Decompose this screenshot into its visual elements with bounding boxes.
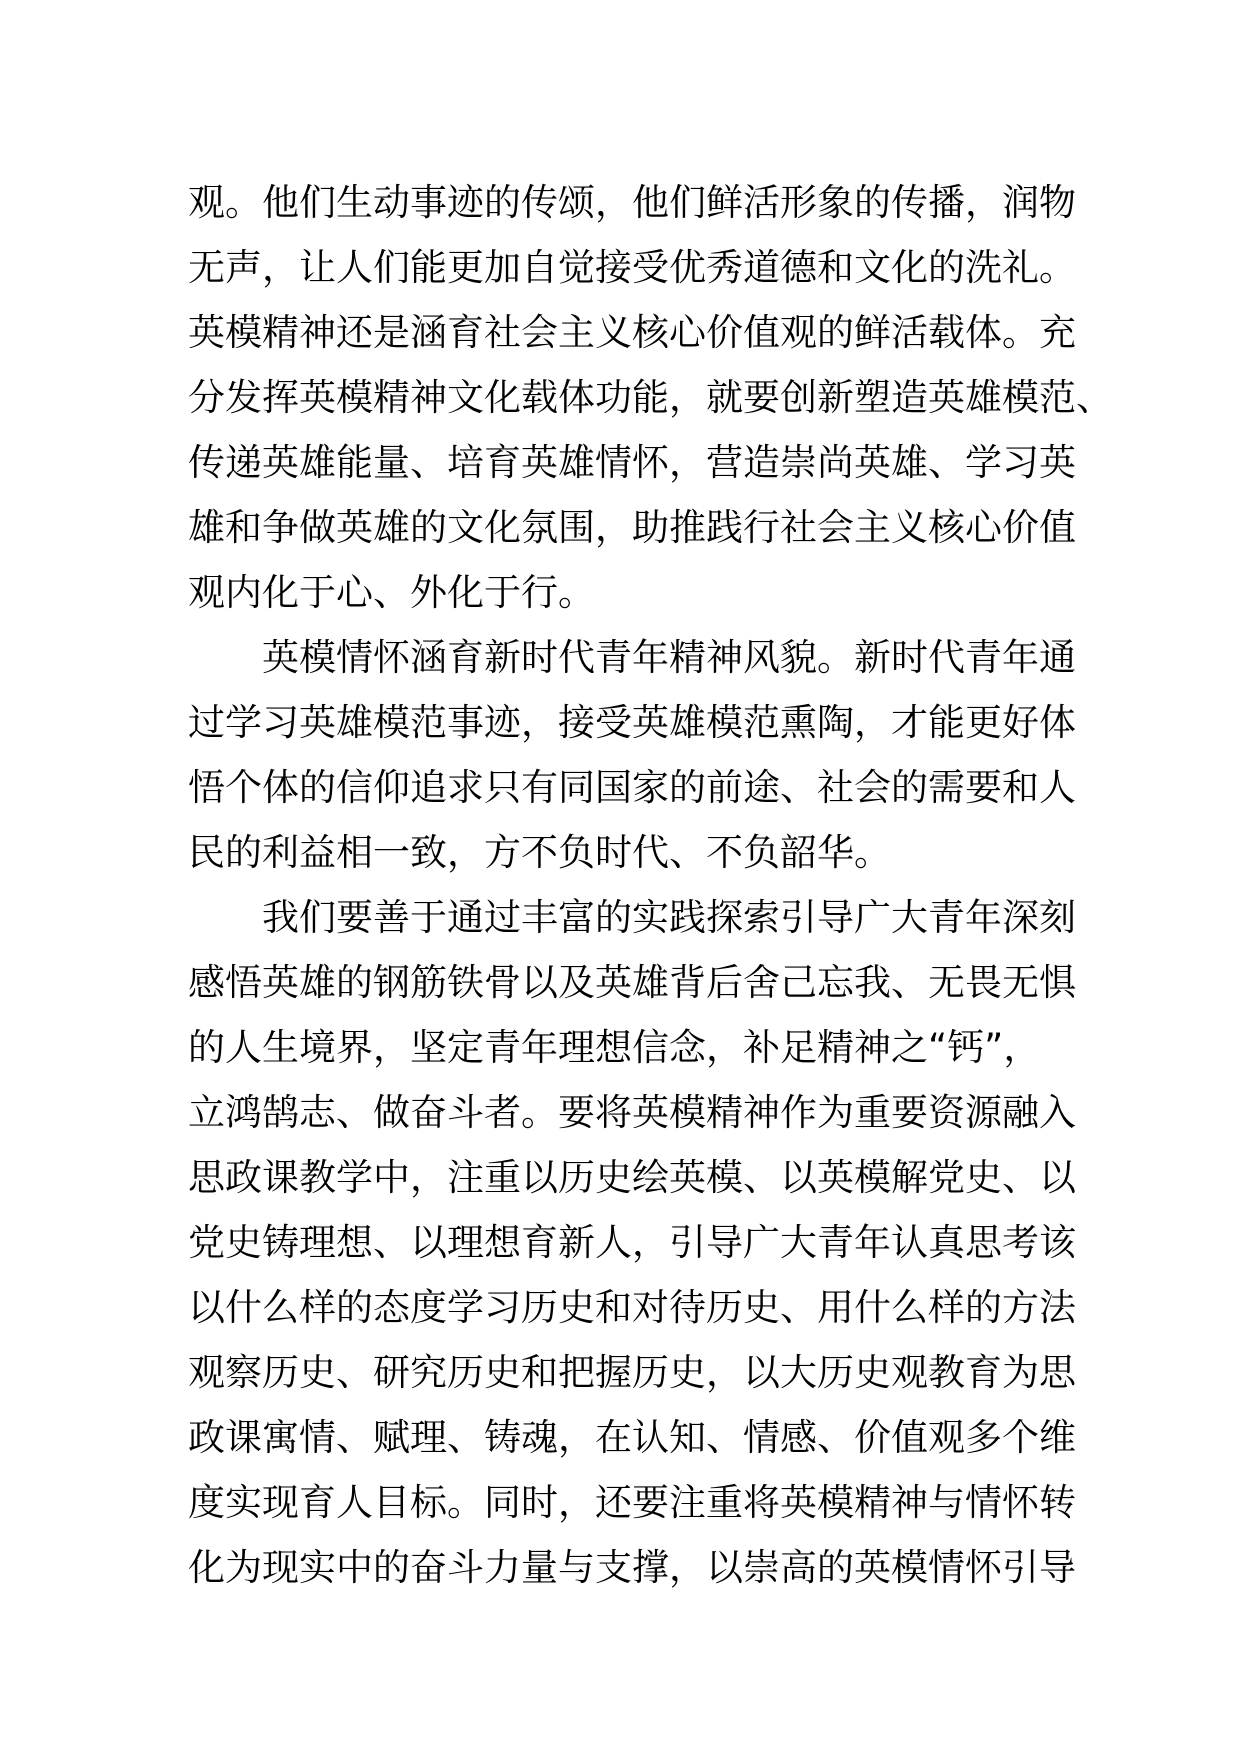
text-line: 传递英雄能量、培育英雄情怀，营造崇尚英雄、学习英 — [188, 441, 1076, 484]
paragraph-first-line: 我们要善于通过丰富的实践探索引导广大青年深刻 — [262, 896, 1076, 939]
paragraph-first-line: 英模情怀涵育新时代青年精神风貌。新时代青年通 — [262, 636, 1076, 679]
text-line: 观察历史、研究历史和把握历史，以大历史观教育为思 — [188, 1351, 1076, 1394]
text-line: 党史铸理想、以理想育新人，引导广大青年认真思考该 — [188, 1221, 1076, 1264]
text-line: 以什么样的态度学习历史和对待历史、用什么样的方法 — [188, 1286, 1076, 1329]
text-line: 的人生境界，坚定青年理想信念，补足精神之“钙”， — [188, 1026, 1041, 1069]
text-line: 英模精神还是涵育社会主义核心价值观的鲜活载体。充 — [188, 311, 1076, 354]
text-line: 过学习英雄模范事迹，接受英雄模范熏陶，才能更好体 — [188, 701, 1076, 744]
text-line: 观内化于心、外化于行。 — [188, 571, 595, 614]
body-text — [188, 170, 1113, 1600]
text-line: 立鸿鹄志、做奋斗者。要将英模精神作为重要资源融入 — [188, 1091, 1076, 1134]
text-line: 悟个体的信仰追求只有同国家的前途、社会的需要和人 — [188, 766, 1076, 809]
text-line: 度实现育人目标。同时，还要注重将英模精神与情怀转 — [188, 1481, 1076, 1524]
text-line: 化为现实中的奋斗力量与支撑，以崇高的英模情怀引导 — [188, 1546, 1076, 1589]
text-line: 雄和争做英雄的文化氛围，助推践行社会主义核心价值 — [188, 506, 1076, 549]
text-line: 感悟英雄的钢筋铁骨以及英雄背后舍己忘我、无畏无惧 — [188, 961, 1076, 1004]
text-line: 政课寓情、赋理、铸魂，在认知、情感、价值观多个维 — [188, 1416, 1076, 1459]
text-line: 思政课教学中，注重以历史绘英模、以英模解党史、以 — [188, 1156, 1076, 1199]
text-line: 观。他们生动事迹的传颂，他们鲜活形象的传播，润物 — [188, 181, 1076, 224]
text-line: 民的利益相一致，方不负时代、不负韶华。 — [188, 831, 891, 874]
text-line: 无声，让人们能更加自觉接受优秀道德和文化的洗礼。 — [188, 246, 1076, 289]
text-line: 分发挥英模精神文化载体功能，就要创新塑造英雄模范、 — [188, 376, 1113, 419]
